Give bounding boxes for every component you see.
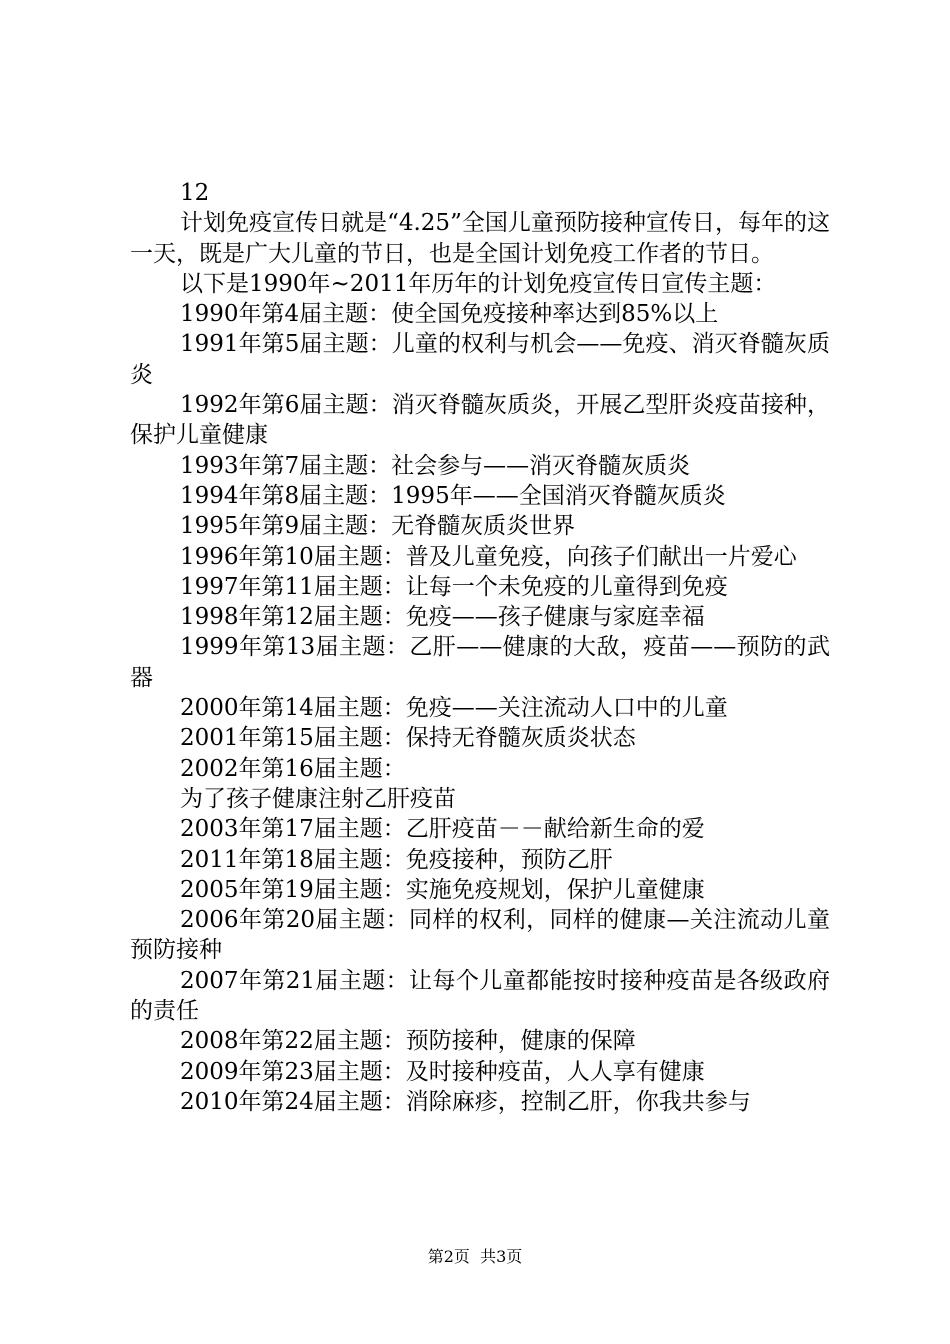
- paragraph: 2006年第20届主题：同样的权利，同样的健康—关注流动儿童预防接种: [130, 907, 830, 964]
- paragraph: 1990年第4届主题：使全国免疫接种率达到85%以上: [180, 301, 719, 328]
- paragraph: 1998年第12届主题：免疫——孩子健康与家庭幸福: [180, 604, 705, 631]
- paragraph: 2008年第22届主题：预防接种，健康的保障: [180, 1028, 636, 1055]
- paragraph: 2000年第14届主题：免疫——关注流动人口中的儿童: [180, 695, 728, 722]
- paragraph: 1992年第6届主题：消灭脊髓灰质炎，开展乙型肝炎疫苗接种，保护儿童健康: [130, 392, 830, 449]
- paragraph: 2001年第15届主题：保持无脊髓灰质炎状态: [180, 725, 636, 752]
- paragraph: 2005年第19届主题：实施免疫规划，保护儿童健康: [180, 876, 705, 903]
- paragraph: 1991年第5届主题：儿童的权利与机会——免疫、消灭脊髓灰质炎: [130, 331, 830, 388]
- paragraph: 1997年第11届主题：让每一个未免疫的儿童得到免疫: [180, 573, 728, 600]
- paragraph: 1999年第13届主题：乙肝——健康的大敌，疫苗——预防的武器: [130, 634, 830, 691]
- paragraph: 2011年第18届主题：免疫接种，预防乙肝: [180, 846, 613, 873]
- paragraph: 2007年第21届主题：让每个儿童都能按时接种疫苗是各级政府的责任: [130, 967, 830, 1025]
- paragraph: 计划免疫宣传日就是“4.25”全国儿童预防接种宣传日，每年的这一天，既是广大儿童的节日，也是全国计划免疫工作者的节日。: [130, 210, 830, 267]
- paragraph: 为了孩子健康注射乙肝疫苗: [180, 785, 456, 812]
- document-body: [130, 178, 830, 1117]
- paragraph: 2002年第16届主题：: [180, 755, 406, 782]
- paragraph: 1994年第8届主题：1995年——全国消灭脊髓灰质炎: [180, 482, 726, 509]
- paragraph: 1993年第7届主题：社会参与——消灭脊髓灰质炎: [180, 452, 691, 479]
- paragraph: 2010年第24届主题：消除麻疹，控制乙肝，你我共参与: [180, 1088, 751, 1115]
- paragraph: 以下是1990年~2011年历年的计划免疫宣传日宣传主题：: [180, 270, 777, 297]
- paragraph: 1996年第10届主题：普及儿童免疫，向孩子们献出一片爱心: [180, 543, 797, 570]
- paragraph: 2009年第23届主题：及时接种疫苗，人人享有健康: [180, 1058, 705, 1085]
- page-number: 第2页 共3页: [427, 1247, 523, 1266]
- paragraph: 12: [180, 180, 210, 206]
- paragraph: 1995年第9届主题：无脊髓灰质炎世界: [180, 513, 576, 540]
- paragraph: 2003年第17届主题：乙肝疫苗－－献给新生命的爱: [180, 816, 705, 843]
